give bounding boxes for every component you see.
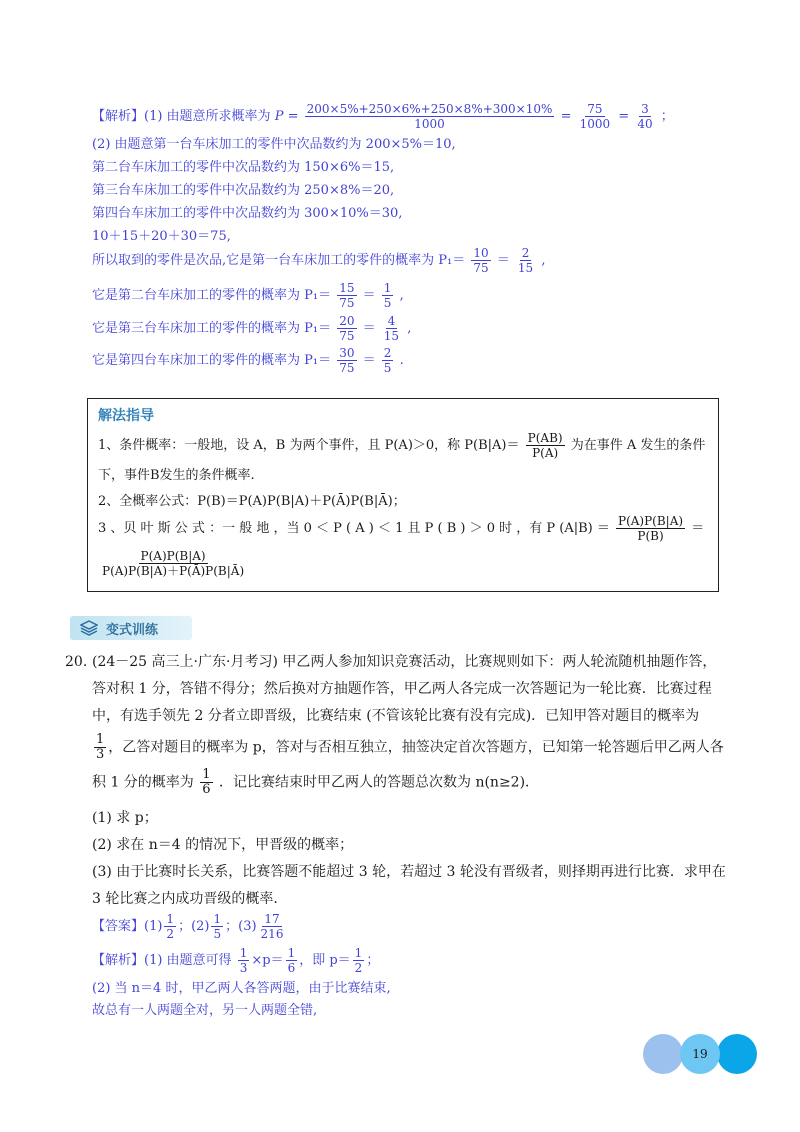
text: 所以取到的零件是次品,它是第一台车床加工的零件的概率为 P₁＝ — [92, 253, 466, 268]
text: 它是第二台车床加工的零件的概率为 P₁＝ — [92, 288, 332, 303]
fraction-den: 3 — [239, 961, 248, 975]
fraction — [164, 912, 176, 941]
fraction-den: P(B) — [637, 529, 664, 543]
fraction-num: 30 — [339, 346, 355, 360]
prob-symbol: P = — [274, 109, 299, 124]
fraction-den: 5 — [383, 296, 392, 310]
fraction-num: 10 — [473, 246, 489, 260]
analysis-line-8: 它是第二台车床加工的零件的概率为 P₁＝ $\frac{15}{75}$ ＝ $\frac{1}{5}$ , — [92, 281, 404, 310]
fraction-den: P(A) — [532, 446, 559, 460]
fraction — [286, 946, 298, 975]
fraction-den: 5 — [383, 361, 392, 375]
fraction-den: 5 — [213, 927, 222, 941]
fraction-den: 15 — [383, 329, 400, 343]
analysis-line-3: 第二台车床加工的零件中次品数约为 150×6%＝15, — [92, 160, 395, 175]
analysis-label: 【解析】(1) 由题意所求概率为 — [92, 109, 271, 124]
fraction-den: 75 — [473, 261, 489, 275]
fraction-num: P(A)P(B|A) — [140, 549, 206, 563]
fraction — [305, 102, 555, 131]
fraction-num: 1 — [287, 946, 296, 960]
fraction-den: 216 — [260, 927, 284, 941]
guide-row-3: 2、全概率公式：P(B)＝P(A)P(B|A)＋P(Ā)P(B|Ā)； — [98, 494, 406, 509]
punct: , — [407, 321, 412, 336]
fraction-den: 2 — [166, 927, 175, 941]
fraction-den: 2 — [354, 961, 363, 975]
text: 1、条件概率：一般地，设 A，B 为两个事件，且 P(A)＞0，称 P(B|A)＝ — [98, 438, 520, 453]
text: ．记比赛结束时甲乙两人的答题总次数为 n(n≥2)． — [219, 774, 540, 791]
fraction-num: 15 — [339, 281, 355, 295]
fraction — [337, 281, 356, 310]
fraction-den: 1000 — [414, 117, 445, 131]
text: 它是第四台车床加工的零件的概率为 P₁＝ — [92, 353, 332, 368]
fraction-den: 75 — [339, 361, 355, 375]
fraction-num: 200×5%+250×6%+250×8%+300×10% — [306, 102, 553, 116]
fraction — [100, 549, 246, 578]
punct: ； — [660, 109, 674, 124]
fraction-den: 6 — [287, 961, 296, 975]
page-circle-left — [643, 1034, 683, 1074]
fraction — [616, 514, 685, 543]
fraction-den: 40 — [637, 117, 653, 131]
guide-row-2: 下，事件B发生的条件概率. — [98, 468, 255, 483]
fraction — [635, 102, 654, 131]
question-part-1: (1) 求 p； — [92, 810, 158, 826]
analysis-label: 【解析】(1) 由题意可得 — [92, 953, 232, 968]
text: ，即 p＝ — [299, 953, 351, 968]
fraction-num: 1 — [239, 946, 248, 960]
text: 为在事件 A 发生的条件 — [570, 438, 706, 453]
fraction-num: 17 — [264, 912, 280, 926]
fraction-num: 1 — [354, 946, 363, 960]
analysis-line-7: 所以取到的零件是次品,它是第一台车床加工的零件的概率为 P₁＝ $\frac{10}{75}$ ＝ $\frac{2}{15}$ , — [92, 246, 546, 275]
punct: . — [399, 353, 404, 368]
text: ×p＝ — [251, 953, 284, 968]
fraction — [200, 768, 212, 797]
guide-row-5 — [98, 549, 248, 578]
fraction — [211, 912, 223, 941]
fraction-num: 2 — [521, 246, 530, 260]
guide-row-4 — [98, 514, 704, 543]
question-line-3: 中，有选手领先 2 分者立即晋级，比赛结束 (不管该轮比赛有没有完成)．已知甲答对题目的概率为 — [92, 708, 700, 724]
fraction-num: 20 — [339, 314, 355, 328]
equals: = — [560, 109, 572, 124]
punct: , — [399, 288, 404, 303]
page-circle-right — [717, 1034, 757, 1074]
layers-icon — [80, 620, 98, 636]
answer-line — [92, 912, 287, 941]
question-line-1: (24－25 高三上·广东·月考习) 甲乙两人参加知识竞赛活动，比赛规则如下：两人轮流随机抽题作答， — [92, 654, 717, 670]
fraction — [516, 246, 535, 275]
analysis2-line-3: 故总有一人两题全对，另一人两题全错, — [92, 1003, 318, 1018]
question-part-3: (3) 由于比赛时长关系，比赛答题不能超过 3 轮，若超过 3 轮没有晋级者，则择期再进行比赛．求甲在 — [92, 864, 726, 880]
answer-label: 【答案】(1) — [92, 919, 163, 934]
analysis-line-2: (2) 由题意第一台车床加工的零件中次品数约为 200×5%＝10, — [92, 137, 456, 152]
page-number — [680, 1034, 720, 1074]
fraction-num: 1 — [213, 912, 222, 926]
fraction-num: 75 — [587, 102, 603, 116]
fraction — [382, 314, 401, 343]
question-line-2: 答对积 1 分，答错不得分；然后换对方抽题作答，甲乙两人各完成一次答题记为一轮比赛．比赛过程 — [92, 681, 712, 697]
fraction — [353, 946, 365, 975]
fraction — [337, 346, 356, 375]
fraction — [471, 246, 490, 275]
fraction — [382, 346, 394, 375]
fraction-num: 1 — [166, 912, 175, 926]
fraction-den: 75 — [339, 296, 355, 310]
punct: ； — [366, 953, 380, 968]
question-line-4 — [92, 733, 724, 762]
fraction-num: P(A)P(B|A) — [618, 514, 684, 528]
equals: = — [618, 109, 630, 124]
punct: , — [541, 253, 546, 268]
question-part-3-cont: 3 轮比赛之内成功晋级的概率. — [92, 891, 278, 907]
fraction-den: P(A)P(B|A)＋P(Ā)P(B|Ā) — [102, 564, 245, 578]
fraction-num: 2 — [383, 346, 392, 360]
text: ＝ — [691, 521, 705, 536]
fraction-num: 1 — [202, 767, 211, 782]
variant-practice-banner — [70, 616, 192, 640]
question-part-2: (2) 求在 n＝4 的情况下，甲晋级的概率； — [92, 837, 354, 853]
page-number-text: 19 — [692, 1047, 708, 1061]
fraction — [259, 912, 286, 941]
question-line-5 — [92, 768, 539, 797]
question-number: 20. — [65, 654, 88, 670]
banner-label: 变式训练 — [106, 622, 159, 638]
analysis2-line-2: (2) 当 n＝4 时，甲乙两人各答两题，由于比赛结束, — [92, 981, 391, 996]
fraction — [94, 733, 106, 762]
guide-title: 解法指导 — [98, 408, 154, 424]
fraction — [382, 281, 394, 310]
guide-row-1 — [98, 431, 705, 460]
fraction — [337, 314, 356, 343]
text: ；(3) — [225, 919, 257, 934]
text: 它是第三台车床加工的零件的概率为 P₁＝ — [92, 321, 332, 336]
text: 积 1 分的概率为 — [92, 774, 194, 791]
fraction-num: 3 — [641, 102, 649, 116]
text: 3 、贝 叶 斯 公 式 ：一 般 地 ，当 0 ＜ P ( A ) ＜ 1 且 P ( B ) ＞ 0 时 ，有 P (A|B) ＝ — [98, 521, 610, 536]
analysis2-line-1 — [92, 946, 379, 975]
analysis-line-4: 第三台车床加工的零件中次品数约为 250×8%＝20, — [92, 183, 395, 198]
analysis-line-9: 它是第三台车床加工的零件的概率为 P₁＝ $\frac{20}{75}$ ＝ $\frac{4}{15}$ , — [92, 314, 412, 343]
analysis-line-10: 它是第四台车床加工的零件的概率为 P₁＝ $\frac{30}{75}$ ＝ $\frac{2}{5}$ . — [92, 346, 404, 375]
fraction-num: 1 — [383, 281, 392, 295]
fraction-den: 15 — [517, 261, 534, 275]
fraction-num: 1 — [96, 732, 105, 747]
fraction — [526, 431, 565, 460]
analysis-line-5: 第四台车床加工的零件中次品数约为 300×10%＝30, — [92, 206, 403, 221]
fraction-num: P(AB) — [527, 431, 563, 445]
fraction — [578, 102, 613, 131]
text: ，乙答对题目的概率为 p，答对与否相互独立，抽签决定首次答题方，已知第一轮答题后甲乙两人各 — [108, 739, 724, 756]
fraction-den: 3 — [96, 747, 105, 762]
fraction — [238, 946, 250, 975]
analysis-line-6: 10＋15＋20＋30＝75, — [92, 229, 231, 244]
fraction-den: 6 — [202, 782, 211, 797]
fraction-num: 4 — [387, 314, 396, 328]
fraction-den: 1000 — [579, 117, 611, 131]
analysis-line-1 — [92, 102, 674, 131]
fraction-den: 75 — [339, 329, 355, 343]
method-guide-box — [87, 398, 719, 592]
text: ；(2) — [178, 919, 210, 934]
